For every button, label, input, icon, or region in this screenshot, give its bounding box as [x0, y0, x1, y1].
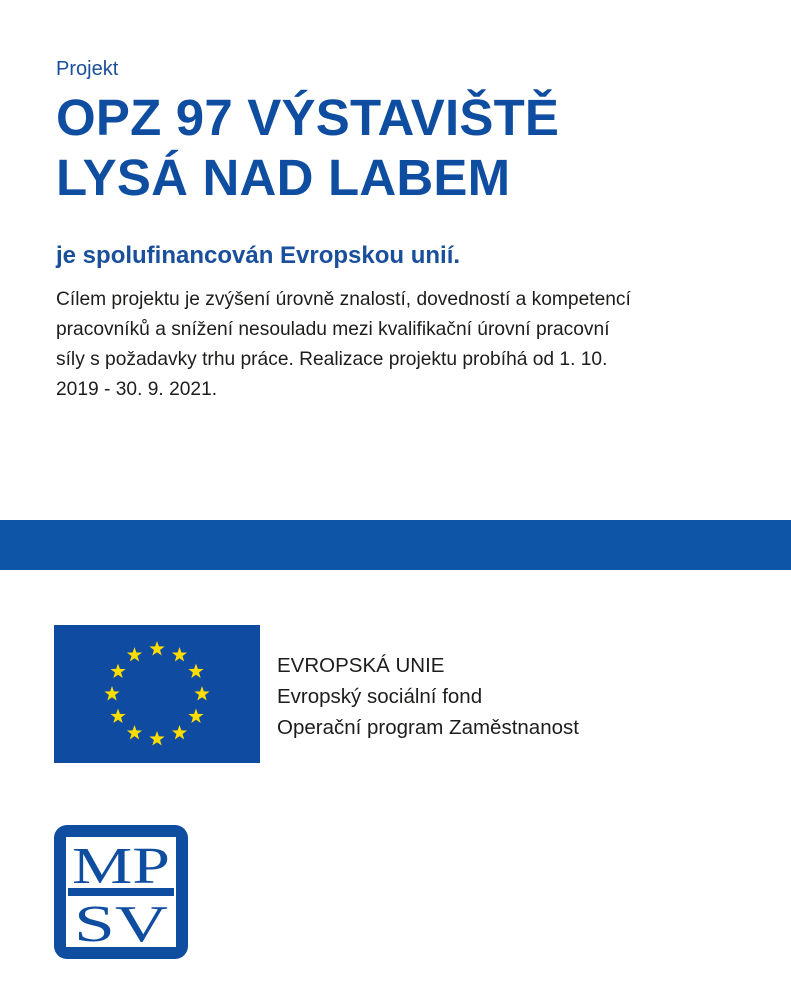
mpsv-logo-top: MP — [72, 838, 170, 895]
eu-star-icon — [127, 647, 142, 661]
description-line-2: pracovníků a snížení nesouladu mezi kvalifikační úrovní pracovní — [56, 319, 610, 340]
project-title — [56, 88, 559, 208]
project-title-line-1: OPZ 97 VÝSTAVIŠTĚ — [56, 89, 560, 146]
eu-star-icon — [172, 647, 187, 661]
eu-star-icon — [104, 686, 119, 700]
esf-name: Evropský sociální fond — [277, 685, 483, 708]
eu-name: EVROPSKÁ UNIE — [277, 654, 445, 677]
project-title-line-2: LYSÁ NAD LABEM — [56, 149, 511, 206]
eu-star-icon — [188, 709, 203, 723]
eu-star-icon — [194, 686, 209, 700]
eu-star-icon — [149, 641, 164, 655]
eu-star-icon — [188, 664, 203, 678]
eu-star-icon — [172, 725, 187, 739]
description-line-1: Cílem projektu je zvýšení úrovně znalostí, dovedností a kompetencí — [56, 289, 631, 310]
operational-program-name: Operační program Zaměstnanost — [277, 716, 579, 739]
mpsv-logo — [54, 825, 188, 959]
eu-star-icon — [110, 664, 125, 678]
eu-flag-stars — [54, 625, 260, 763]
eu-star-icon — [149, 731, 164, 745]
eu-fund-text — [277, 650, 579, 743]
description-line-4: 2019 - 30. 9. 2021. — [56, 379, 218, 400]
blue-divider-band — [0, 520, 791, 570]
eu-star-icon — [127, 725, 142, 739]
eu-flag-logo — [54, 625, 260, 763]
project-description — [56, 285, 756, 405]
project-eyebrow: Projekt — [56, 58, 119, 80]
mpsv-logo-bottom: SV — [74, 896, 168, 953]
description-line-3: síly s požadavky trhu práce. Realizace projektu probíhá od 1. 10. — [56, 349, 608, 370]
eu-star-icon — [110, 709, 125, 723]
cofinance-statement: je spolufinancován Evropskou unií. — [56, 242, 461, 269]
